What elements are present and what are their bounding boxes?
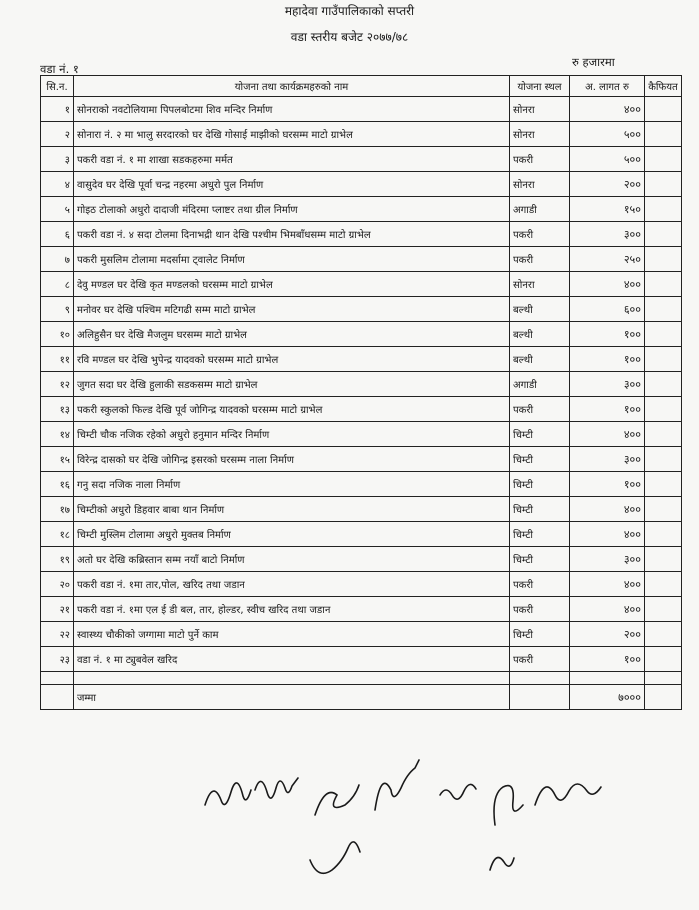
row-location: सोनरा (510, 172, 570, 197)
signature-8 (310, 842, 360, 873)
row-sn: १७ (41, 497, 74, 522)
row-project-name: वडा नं. १ मा ट्युबवेल खरिद (74, 647, 510, 672)
table-row (41, 372, 682, 397)
row-location: चिम्टी (510, 622, 570, 647)
table-row (41, 547, 682, 572)
table-row (41, 272, 682, 297)
row-remarks (645, 447, 682, 472)
budget-table (40, 75, 682, 710)
row-remarks (645, 397, 682, 422)
row-sn: १३ (41, 397, 74, 422)
row-project-name: वासुदेव घर देखि पूर्वा चन्द्र नहरमा अधुरो पुल निर्माण (74, 172, 510, 197)
signature-4 (375, 760, 419, 810)
row-remarks (645, 122, 682, 147)
row-cost: ३०० (570, 447, 645, 472)
signature-1 (205, 783, 251, 805)
row-remarks (645, 647, 682, 672)
table-row (41, 297, 682, 322)
signature-6 (494, 786, 523, 825)
row-location: चिम्टी (510, 522, 570, 547)
table-header-row (41, 76, 682, 97)
row-remarks (645, 597, 682, 622)
row-cost: ४०० (570, 597, 645, 622)
row-location: पकरी (510, 597, 570, 622)
row-cost: १५० (570, 197, 645, 222)
row-location: पकरी (510, 397, 570, 422)
table-row (41, 497, 682, 522)
row-sn: १० (41, 322, 74, 347)
row-remarks (645, 522, 682, 547)
row-sn: १९ (41, 547, 74, 572)
signatures (0, 750, 699, 910)
row-project-name: चिम्टी मुस्लिम टोलामा अधुरो मुक्तब निर्माण (74, 522, 510, 547)
row-sn: १६ (41, 472, 74, 497)
row-cost: १०० (570, 347, 645, 372)
row-cost: ४०० (570, 422, 645, 447)
row-location: अगाडी (510, 197, 570, 222)
row-cost: १०० (570, 397, 645, 422)
row-project-name: गोइठ टोलाको अधुरो दादाजी मंदिरमा प्लाष्टर तथा ग्रील निर्माण (74, 197, 510, 222)
row-location: चिम्टी (510, 497, 570, 522)
row-project-name: पकरी वडा नं. ४ सदा टोलमा दिनाभद्री थान देखि पश्चीम भिमबाँधसम्म माटो ग्राभेल (74, 222, 510, 247)
row-cost: ६०० (570, 297, 645, 322)
row-remarks (645, 247, 682, 272)
row-sn: ४ (41, 172, 74, 197)
row-cost: १०० (570, 647, 645, 672)
row-cost: ४०० (570, 97, 645, 122)
row-cost: ५०० (570, 147, 645, 172)
table-row (41, 647, 682, 672)
row-project-name: सोनराको नवटोलियामा पिपलबोटमा शिव मन्दिर निर्माण (74, 97, 510, 122)
total-label: जम्मा (74, 685, 510, 710)
signature-5 (440, 784, 476, 799)
row-project-name: अतो घर देखि कब्रिस्तान सम्म नयाँ बाटो निर्माण (74, 547, 510, 572)
row-cost: २०० (570, 172, 645, 197)
row-remarks (645, 297, 682, 322)
fiscal-year: २०७७/७८ (366, 30, 409, 44)
row-sn: १५ (41, 447, 74, 472)
row-location: पकरी (510, 247, 570, 272)
row-project-name: पकरी स्कुलको फिल्ड देखि पूर्व जोगिन्द्र यादवको घरसम्म माटो ग्राभेल (74, 397, 510, 422)
total-row (41, 685, 682, 710)
table-row (41, 597, 682, 622)
row-cost: ४०० (570, 572, 645, 597)
signature-9 (490, 858, 514, 871)
row-remarks (645, 147, 682, 172)
row-project-name: देवु मण्डल घर देखि कृत मण्डलको घरसम्म माटो ग्राभेल (74, 272, 510, 297)
signature-2 (255, 778, 298, 798)
row-location: चिम्टी (510, 472, 570, 497)
row-location: पकरी (510, 647, 570, 672)
row-sn: ७ (41, 247, 74, 272)
row-project-name: स्वास्थ्य चौकीको जग्गामा माटो पुर्ने काम (74, 622, 510, 647)
total-amount: ७००० (570, 685, 645, 710)
row-sn: २२ (41, 622, 74, 647)
table-row (41, 347, 682, 372)
table-row (41, 422, 682, 447)
row-cost: ३०० (570, 222, 645, 247)
row-remarks (645, 322, 682, 347)
budget-title (0, 28, 699, 45)
table-row (41, 97, 682, 122)
row-cost: २५० (570, 247, 645, 272)
signature-7 (535, 784, 601, 805)
row-sn: २३ (41, 647, 74, 672)
table-row (41, 522, 682, 547)
table-row (41, 197, 682, 222)
row-location: बल्थी (510, 297, 570, 322)
row-project-name: पकरी वडा नं. १मा एल ई डी बल, तार, होल्डर, स्वीच खरिद तथा जडान (74, 597, 510, 622)
table-row (41, 322, 682, 347)
row-remarks (645, 97, 682, 122)
row-cost: ४०० (570, 497, 645, 522)
row-sn: ६ (41, 222, 74, 247)
blank-row (41, 672, 682, 685)
row-cost: ५०० (570, 122, 645, 147)
row-sn: ८ (41, 272, 74, 297)
row-cost: ४०० (570, 522, 645, 547)
table-row (41, 222, 682, 247)
col-header-sn: सि.न. (41, 76, 74, 97)
row-cost: २०० (570, 622, 645, 647)
row-location: चिम्टी (510, 547, 570, 572)
row-sn: १ (41, 97, 74, 122)
table-row (41, 622, 682, 647)
row-project-name: सोनारा नं. २ मा भालु सरदारको घर देखि गोसाई माझीको घरसम्म माटो ग्राभेल (74, 122, 510, 147)
row-location: सोनरा (510, 272, 570, 297)
row-location: सोनरा (510, 97, 570, 122)
row-remarks (645, 222, 682, 247)
row-project-name: पकरी मुसलिम टोलामा मदर्सामा ट्वालेट निर्माण (74, 247, 510, 272)
row-location: पकरी (510, 572, 570, 597)
row-cost: १०० (570, 472, 645, 497)
row-project-name: रवि मण्डल घर देखि भुपेन्द्र यादवको घरसम्म माटो ग्राभेल (74, 347, 510, 372)
row-location: पकरी (510, 222, 570, 247)
row-sn: ९ (41, 297, 74, 322)
table-row (41, 147, 682, 172)
row-sn: ३ (41, 147, 74, 172)
row-cost: ३०० (570, 372, 645, 397)
row-sn: ५ (41, 197, 74, 222)
table-row (41, 247, 682, 272)
table-row (41, 397, 682, 422)
row-remarks (645, 372, 682, 397)
row-location: पकरी (510, 147, 570, 172)
row-location: चिम्टी (510, 447, 570, 472)
row-remarks (645, 497, 682, 522)
row-project-name: जुगत सदा घर देखि हुलाकी सडकसम्म माटो ग्राभेल (74, 372, 510, 397)
row-sn: २१ (41, 597, 74, 622)
row-project-name: मनोवर घर देखि पश्चिम मटिगढी सम्म माटो ग्राभेल (74, 297, 510, 322)
row-remarks (645, 422, 682, 447)
ward-label: वडा नं. १ (40, 62, 79, 76)
row-remarks (645, 472, 682, 497)
table-row (41, 472, 682, 497)
row-remarks (645, 197, 682, 222)
row-sn: ११ (41, 347, 74, 372)
row-remarks (645, 347, 682, 372)
row-remarks (645, 272, 682, 297)
row-cost: १०० (570, 322, 645, 347)
row-cost: ४०० (570, 272, 645, 297)
row-location: बल्थी (510, 322, 570, 347)
table-row (41, 122, 682, 147)
row-sn: १२ (41, 372, 74, 397)
row-remarks (645, 622, 682, 647)
row-remarks (645, 547, 682, 572)
budget-title-text: वडा स्तरीय बजेट (290, 30, 363, 44)
row-project-name: गनु सदा नजिक नाला निर्माण (74, 472, 510, 497)
row-remarks (645, 572, 682, 597)
row-remarks (645, 172, 682, 197)
row-location: सोनरा (510, 122, 570, 147)
office-title: महादेवा गाउँपालिकाको सप्तरी (284, 4, 415, 18)
row-project-name: पकरी वडा नं. १ मा शाखा सडकहरुमा मर्मत (74, 147, 510, 172)
row-project-name: विरेन्द्र दासको घर देखि जोगिन्द्र इसरको घरसम्म नाला निर्माण (74, 447, 510, 472)
row-project-name: पकरी वडा नं. १मा तार,पोल, खरिद तथा जडान (74, 572, 510, 597)
col-header-remarks: कैफियत (645, 76, 682, 97)
row-location: चिम्टी (510, 422, 570, 447)
row-cost: ३०० (570, 547, 645, 572)
table-row (41, 172, 682, 197)
table-row (41, 447, 682, 472)
row-sn: १८ (41, 522, 74, 547)
row-location: बल्थी (510, 347, 570, 372)
row-project-name: चिम्टीको अधुरो डिहवार बाबा थान निर्माण (74, 497, 510, 522)
row-project-name: अलिहुसैन घर देखि मैजलुम घरसम्म माटो ग्राभेल (74, 322, 510, 347)
col-header-name: योजना तथा कार्यक्रमहरुको नाम (74, 76, 510, 97)
unit-label: रु हजारमा (572, 55, 615, 69)
col-header-location: योजना स्थल (510, 76, 570, 97)
row-sn: १४ (41, 422, 74, 447)
row-location: अगाडी (510, 372, 570, 397)
row-project-name: चिम्टी चौक नजिक रहेको अधुरो हनुमान मन्दिर निर्माण (74, 422, 510, 447)
signature-3 (315, 785, 359, 815)
table-row (41, 572, 682, 597)
row-sn: २० (41, 572, 74, 597)
col-header-cost: अ. लागत रु (570, 76, 645, 97)
row-sn: २ (41, 122, 74, 147)
